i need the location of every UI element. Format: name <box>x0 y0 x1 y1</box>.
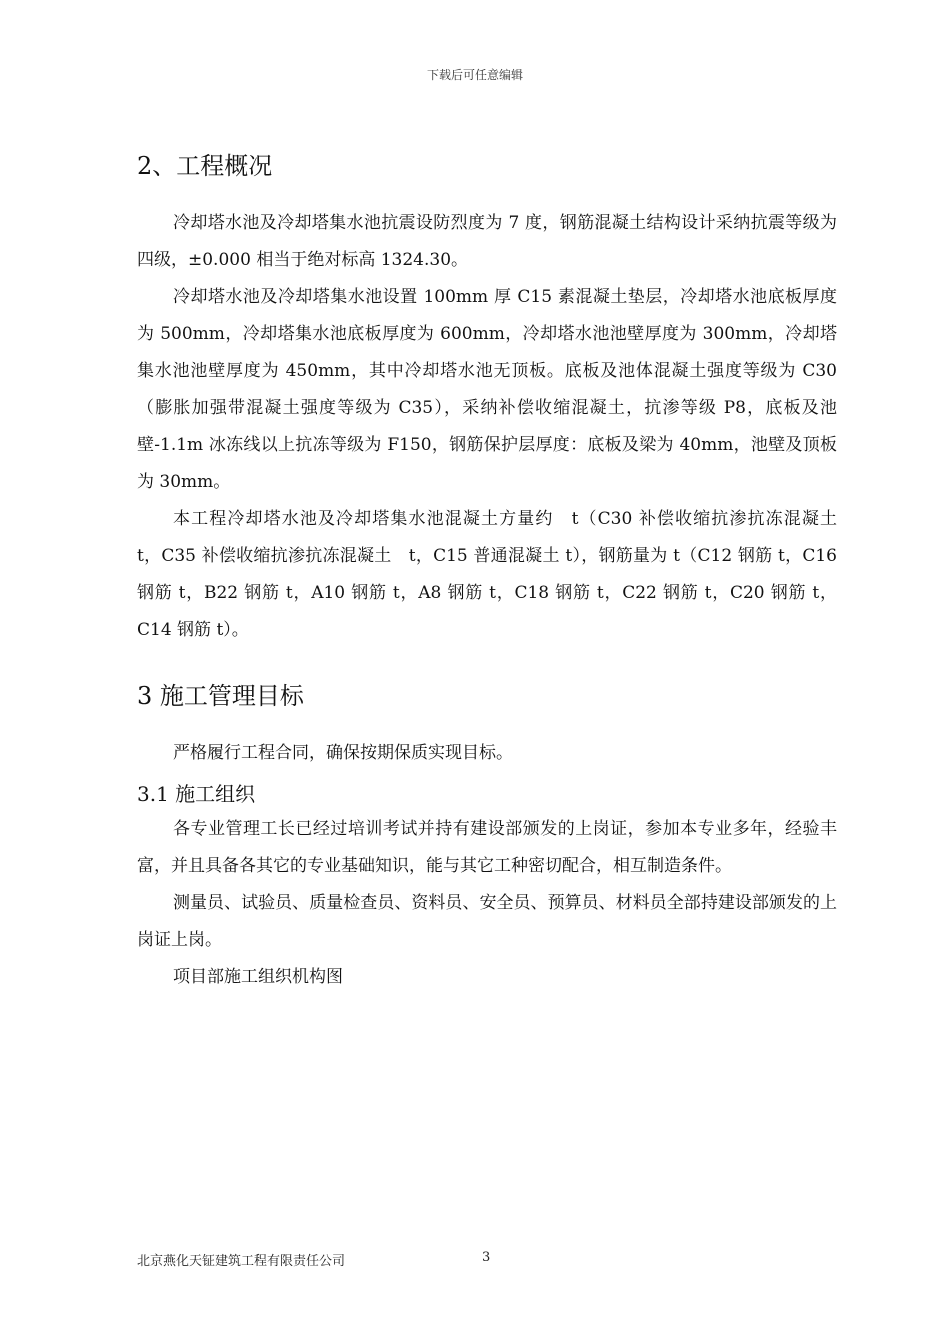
section-3-paragraph: 严格履行工程合同，确保按期保质实现目标。 <box>173 743 513 763</box>
section-2-paragraph: 本工程冷却塔水池及冷却塔集水池混凝土方量约 t（C30 补偿收缩抗渗抗冻混凝土 t，C35 补偿收缩抗渗抗冻混凝土 t，C15 普通混凝土 t），钢筋量为 t（C12 钢筋 t，C16 钢筋 t，B22 钢筋 t，A10 钢筋 t，A8 钢筋 t，C18 钢筋 t，C22 钢筋 t，C20 钢筋 t，C14 钢筋 t）。 <box>137 509 854 640</box>
section-2-paragraph: 冷却塔水池及冷却塔集水池抗震设防烈度为 7 度，钢筋混凝土结构设计采纳抗震等级为四级，±0.000 相当于绝对标高 1324.30。 <box>137 213 837 270</box>
section-3-1-title: 3.1 施工组织 <box>137 782 256 806</box>
section-3-1-paragraph: 测量员、试验员、质量检查员、资料员、安全员、预算员、材料员全部持建设部颁发的上岗证上岗。 <box>137 893 837 950</box>
section-2-paragraph: 冷却塔水池及冷却塔集水池设置 100mm 厚 C15 素混凝土垫层，冷却塔水池底板厚度为 500mm，冷却塔集水池底板厚度为 600mm，冷却塔水池池壁厚度为 300mm，冷却塔集水池池壁厚度为 450mm，其中冷却塔水池无顶板。底板及池体混凝土强度等级为 C30（膨胀加强带混凝土强度等级为 C35），采纳补偿收缩混凝土，抗渗等级 P8，底板及池壁-1.1m 冰冻线以上抗冻等级为 F150，钢筋保护层厚度：底板及梁为 40mm，池壁及顶板为 30mm。 <box>137 287 837 492</box>
footer-page-number: 3 <box>482 1250 491 1265</box>
footer-company: 北京燕化天钲建筑工程有限责任公司 <box>137 1254 346 1269</box>
section-3-1-paragraph: 项目部施工组织机构图 <box>173 967 343 987</box>
header-note: 下载后可任意编辑 <box>426 68 523 82</box>
section-3-title: 3 施工管理目标 <box>137 682 304 710</box>
section-2-title: 2、工程概况 <box>137 152 273 180</box>
section-3-1-paragraph: 各专业管理工长已经过培训考试并持有建设部颁发的上岗证，参加本专业多年，经验丰富，并且具备各其它的专业基础知识，能与其它工种密切配合，相互制造条件。 <box>137 819 837 876</box>
